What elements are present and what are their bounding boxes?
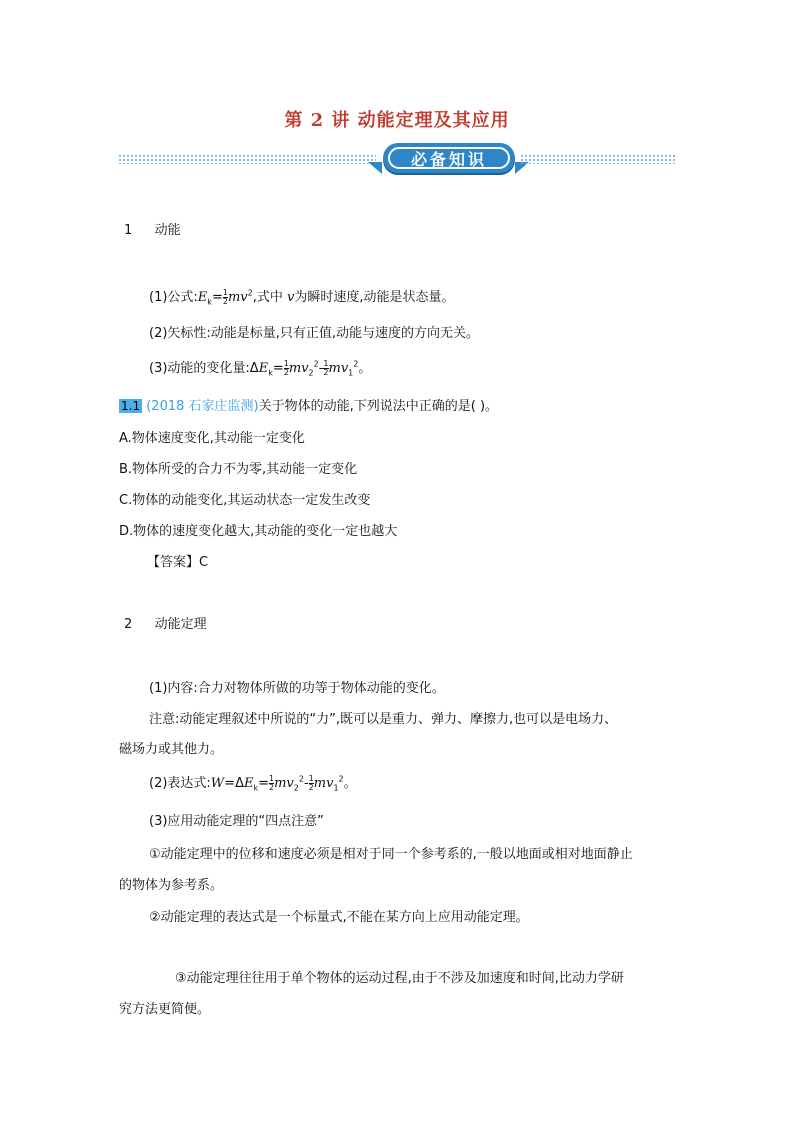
theorem-expression: (2)表达式$:W=\Delta E_k=$ $\frac{1}{2}$ $mv_2^2-$ $\frac{1}{2}$ $mv_1^2$。 — [149, 774, 357, 793]
answer: 【答案】C — [147, 555, 209, 570]
option-d: D.物体的速度变化越大,其动能的变化一定也越大 — [119, 524, 398, 539]
section-2-title: 动能定理 — [154, 617, 207, 632]
note-line-2: 磁场力或其他力。 — [119, 742, 224, 757]
section-2-heading — [124, 613, 207, 632]
point-2: ②动能定理的表达式是一个标量式,不能在某方向上应用动能定理。 — [149, 910, 529, 925]
theorem-content: (1)内容:合力对物体所做的功等于物体动能的变化。 — [149, 681, 445, 696]
question-stem: 1.1 (2018 石家庄监测)关于物体的动能,下列说法中正确的是( )。 — [121, 399, 499, 414]
question-number-tag: 1.1 — [121, 399, 141, 413]
page-title: 第 2 讲 动能定理及其应用 — [284, 110, 510, 131]
kinetic-energy-formula: (1)公式$:E_k=$ $\frac{1}{2}$ $mv^2$,式中 v为瞬时速度,动能是状态量。 — [149, 288, 455, 307]
section-1-title: 动能 — [154, 223, 181, 238]
point-1-line-1: ①动能定理中的位移和速度必须是相对于同一个参考系的,一般以地面或相对地面静止 — [149, 847, 633, 862]
section-2-number: 2 — [124, 617, 133, 632]
banner-badge — [383, 143, 515, 173]
point-3-line-1: ③动能定理往往用于单个物体的运动过程,由于不涉及加速度和时间,比动力学研 — [175, 971, 624, 986]
question-source: (2018 石家庄监测) — [146, 399, 259, 414]
section-1-number: 1 — [124, 223, 133, 238]
four-points-heading: (3)应用动能定理的“四点注意” — [149, 814, 324, 829]
option-c: C.物体的动能变化,其运动状态一定发生改变 — [119, 493, 371, 508]
note-line-1: 注意:动能定理叙述中所说的“力”,既可以是重力、弹力、摩擦力,也可以是电场力、 — [149, 712, 618, 727]
section-1-heading — [124, 219, 181, 238]
banner-ribbon-tail-left — [368, 162, 382, 174]
kinetic-energy-change: (3)动能的变化量$:\Delta E_k=$ $\frac{1}{2}$ $mv_2^2-$ $\frac{1}{2}$ $mv_1^2$。 — [149, 359, 372, 378]
point-1-line-2: 的物体为参考系。 — [119, 878, 224, 893]
option-a: A.物体速度变化,其动能一定变化 — [119, 431, 305, 446]
banner-label: 必备知识 — [388, 147, 510, 169]
scalar-property: (2)矢标性:动能是标量,只有正值,动能与速度的方向无关。 — [149, 326, 480, 341]
section-banner — [118, 140, 676, 180]
option-b: B.物体所受的合力不为零,其动能一定变化 — [119, 462, 358, 477]
dotted-rule-right — [520, 154, 676, 164]
point-3-line-2: 究方法更简便。 — [119, 1002, 211, 1017]
dotted-rule-left — [118, 154, 376, 164]
